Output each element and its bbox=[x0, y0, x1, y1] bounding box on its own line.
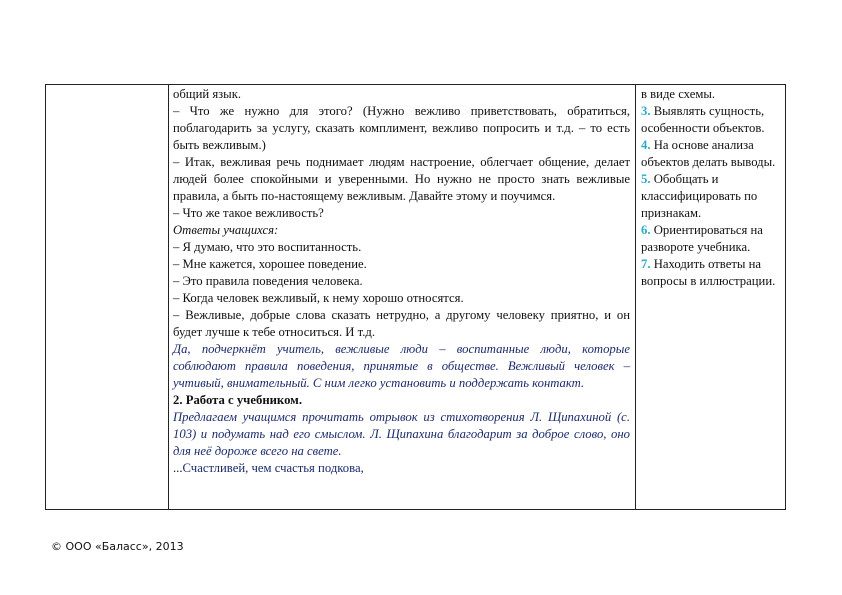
skill-number: 7. bbox=[641, 257, 651, 271]
skill-text: Находить ответы на вопросы в иллюстрации. bbox=[641, 257, 776, 288]
skill-text: Ориентироваться на развороте учебника. bbox=[641, 223, 763, 254]
skill-number: 4. bbox=[641, 138, 651, 152]
text-paragraph: – Итак, вежливая речь поднимает людям настроение, облегчает общение, делает людей более спокойными и уверенными. Но нужно не просто знать вежливые правила, а быть по-настоящему вежливым. Давайте этому и поучимся. bbox=[173, 155, 630, 203]
text-question: – Что же нужно для этого? (Нужно вежливо приветствовать, обратиться, поблагодарить за услугу, сказать комплимент, вежливо попросить и т.д. – то есть быть вежливым.) bbox=[173, 104, 630, 152]
table-column-skills bbox=[635, 85, 785, 509]
skill-text: На основе анализа объектов делать выводы. bbox=[641, 138, 776, 169]
lesson-table bbox=[45, 84, 786, 510]
skill-item bbox=[641, 171, 779, 222]
skills-list bbox=[641, 86, 779, 290]
answer-item: – Это правила поведения человека. bbox=[173, 274, 363, 288]
teacher-summary: Да, подчеркнёт учитель, вежливые люди – воспитанные люди, которые соблюдают правила поведения, принятые в обществе. Вежливый человек – учтивый, внимательный. С ним легко установить и поддержать контакт. bbox=[173, 342, 630, 390]
skill-text: Обобщать и классифицировать по признакам. bbox=[641, 172, 758, 220]
table-column-lesson-content bbox=[168, 85, 636, 509]
skill-item bbox=[641, 256, 779, 290]
lesson-text bbox=[173, 86, 630, 477]
skill-item bbox=[641, 137, 779, 171]
answer-item: – Мне кажется, хорошее поведение. bbox=[173, 257, 367, 271]
skill-item bbox=[641, 103, 779, 137]
poem-text: Счастливей, чем счастья подкова, bbox=[182, 461, 364, 475]
answer-item: – Когда человек вежливый, к нему хорошо относятся. bbox=[173, 291, 464, 305]
copyright-footer: © ООО «Баласс», 2013 bbox=[51, 540, 184, 553]
textbook-task: Предлагаем учащимся прочитать отрывок из стихотворения Л. Щипахиной (с. 103) и подумать над его смыслом. Л. Щипахина благодарит за доброе слово, оно для неё дороже всего на свете. bbox=[173, 410, 630, 458]
skill-text: Выявлять сущность, особенности объектов. bbox=[641, 104, 765, 135]
skill-item bbox=[641, 222, 779, 256]
poem-ellipsis: ... bbox=[173, 461, 183, 475]
text-question: – Что же такое вежливость? bbox=[173, 206, 324, 220]
text-line: общий язык. bbox=[173, 87, 242, 101]
skill-number: 3. bbox=[641, 104, 651, 118]
skills-intro: в виде схемы. bbox=[641, 87, 716, 101]
skill-number: 6. bbox=[641, 223, 651, 237]
answer-item: – Вежливые, добрые слова сказать нетрудно, а другому человеку приятно, и он будет лучше к тебе относиться. И т.д. bbox=[173, 308, 630, 339]
poem-line bbox=[173, 460, 630, 477]
skill-number: 5. bbox=[641, 172, 651, 186]
answers-heading: Ответы учащихся: bbox=[173, 223, 279, 237]
answer-item: – Я думаю, что это воспитанность. bbox=[173, 240, 362, 254]
table-column-left bbox=[46, 85, 169, 509]
section-heading: 2. Работа с учебником. bbox=[173, 393, 302, 407]
